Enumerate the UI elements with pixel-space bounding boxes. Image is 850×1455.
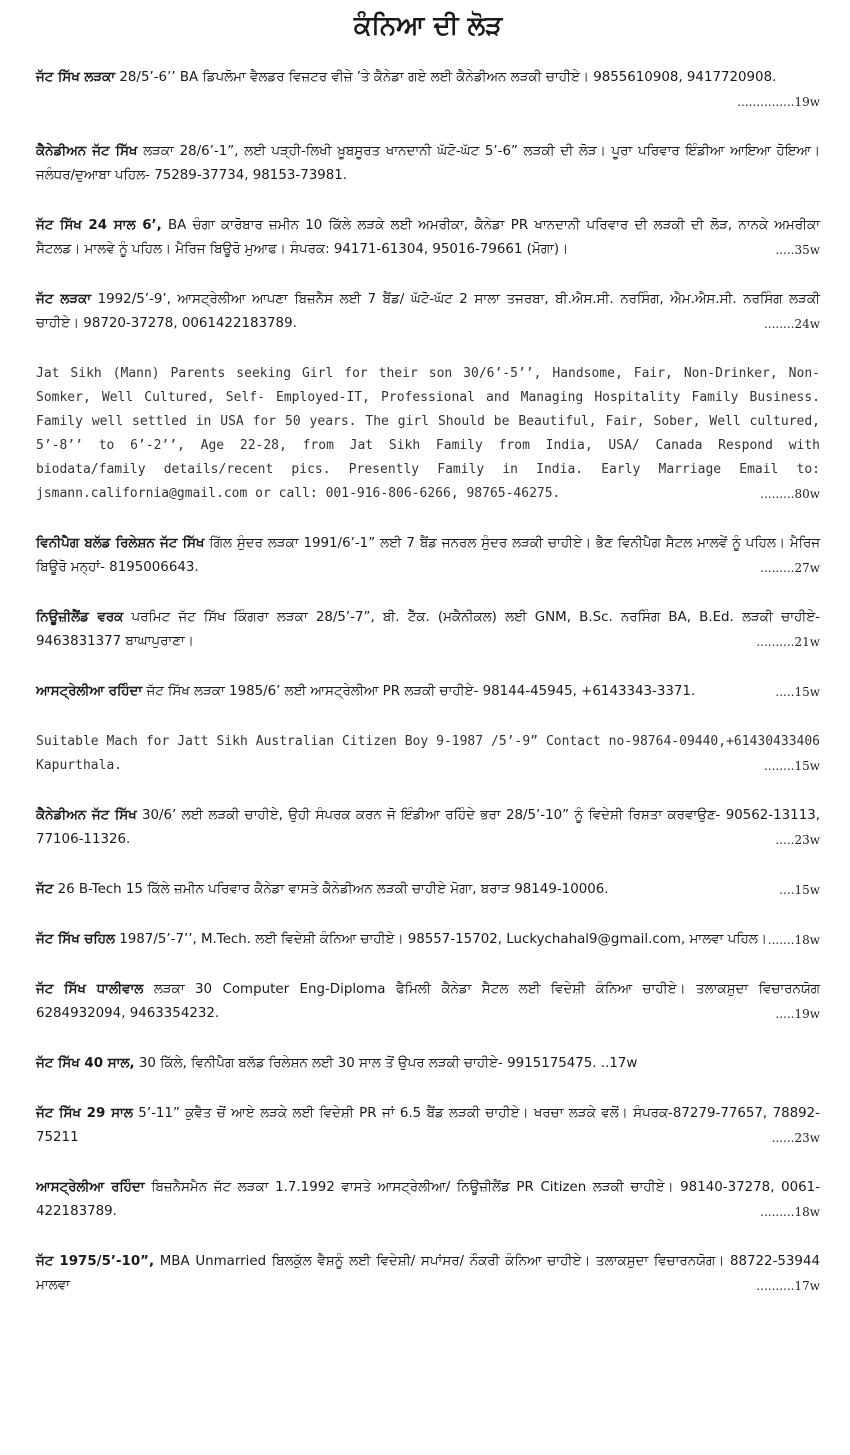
ads-list	[36, 66, 820, 1298]
ad-heading: ਜੱਟ ਸਿੱਖ 40 ਸਾਲ,	[36, 1056, 135, 1071]
ad-reference: ....15w	[779, 883, 820, 897]
classified-ad	[36, 532, 820, 580]
ad-reference: ........15w	[763, 759, 820, 773]
ad-text: 30/6’ ਲਈ ਲੜਕੀ ਚਾਹੀਏ, ਉਹੀ ਸੰਪਰਕ ਕਰਨ ਜੋ ਇੰਡੀਆ ਰਹਿੰਦੇ ਭਰਾ 28/5’-10” ਨੂੰ ਵਿਦੇਸ਼ੀ ਰਿਸ਼ਤਾ ਕਰਵਾਉਣ- 90562-13113, 77106-11326.	[36, 808, 820, 847]
ad-heading: ਕੈਨੇਡੀਅਨ ਜੱਟ ਸਿੱਖ	[36, 144, 138, 159]
ad-text: 1992/5’-9’, ਆਸਟ੍ਰੇਲੀਆ ਆਪਣਾ ਬਿਜ਼ਨੈਸ ਲਈ 7 ਬੈਂਡ/ ਘੱਟੋ-ਘੱਟ 2 ਸਾਲਾ ਤਜਰਬਾ, ਬੀ.ਐਸ.ਸੀ. ਨਰਸਿੰਗ, ਐਮ.ਐਸ.ਸੀ. ਨਰਸਿੰਗ ਲੜਕੀ ਚਾਹੀਏ। 98720-37278, 0061422183789.	[36, 292, 820, 331]
classified-ad	[36, 878, 820, 902]
ad-heading: ਕੈਨੇਡੀਅਨ ਜੱਟ ਸਿੱਖ	[36, 808, 137, 823]
ad-reference: .....19w	[775, 1007, 820, 1021]
classified-ad	[36, 928, 820, 952]
ad-heading: ਜੱਟ	[36, 882, 54, 897]
ad-reference: .........80w	[760, 487, 820, 501]
classified-ad	[36, 1176, 820, 1224]
ad-heading: ਜੱਟ ਸਿੱਖ ਲੜਕਾ	[36, 70, 116, 85]
ad-heading: ਜੱਟ ਸਿੱਖ ਧਾਲੀਵਾਲ	[36, 982, 144, 997]
ad-text: ਗਿੱਲ ਸੁੰਦਰ ਲੜਕਾ 1991/6’-1” ਲਈ 7 ਬੈਂਡ ਜਨਰਲ ਸੁੰਦਰ ਲੜਕੀ ਚਾਹੀਏ। ਭੈਣ ਵਿਨੀਪੈਗ ਸੈਟਲ ਮਾਲਵੇਂ ਨੂੰ ਪਹਿਲ। ਮੈਰਿਜ ਬਿਊਰੋ ਮਨ੍ਹਾਂ- 8195006643.	[36, 536, 820, 575]
ad-text: ਪਰਮਿਟ ਜੱਟ ਸਿੱਖ ਕਿੰਗਰਾ ਲੜਕਾ 28/5’-7”, ਬੀ. ਟੈੱਕ. (ਮਕੈਨੀਕਲ) ਲਈ GNM, B.Sc. ਨਰਸਿੰਗ BA, B.Ed. ਲੜਕੀ ਚਾਹੀਏ- 9463831377 ਬਾਘਾਪੁਰਾਣਾ।	[36, 610, 821, 649]
ad-reference: ........24w	[763, 317, 820, 331]
ad-text: ਬਿਜ਼ਨੈਸਮੈਨ ਜੱਟ ਲੜਕਾ 1.7.1992 ਵਾਸਤੇ ਆਸਟ੍ਰੇਲੀਆ/ ਨਿਊਜ਼ੀਲੈਂਡ PR Citizen ਲੜਕੀ ਚਾਹੀਏ। 98140-37278, 0061-422183789.	[36, 1180, 820, 1219]
classified-ad	[36, 606, 820, 654]
classified-ad	[36, 214, 820, 262]
ad-reference: .........18w	[760, 1205, 820, 1219]
ad-text: Suitable Mach for Jatt Sikh Australian Citizen Boy 9-1987 /5’-9” Contact no-98764-09440,+61430433406 Kapurthala.	[36, 734, 820, 773]
ad-heading: ਜੱਟ ਸਿੱਖ ਚਹਿਲ	[36, 932, 115, 947]
classified-ad	[36, 1102, 820, 1150]
classified-ad	[36, 362, 820, 506]
classified-ad	[36, 1052, 820, 1076]
classified-ad	[36, 66, 820, 114]
ad-heading: ਜੱਟ 1975/5’-10”,	[36, 1254, 155, 1269]
ad-reference: ......23w	[771, 1131, 820, 1145]
ad-text: MBA Unmarried ਬਿਲਕੁੱਲ ਵੈਸ਼ਨੂੰ ਲਈ ਵਿਦੇਸ਼ੀ/ ਸਪਾਂਸਰ/ ਨੌਕਰੀ ਕੰਨਿਆ ਚਾਹੀਏ। ਤਲਾਕਸ਼ੁਦਾ ਵਿਚਾਰਨਯੋਗ। 88722-53944 ਮਾਲਵਾ	[36, 1254, 820, 1293]
ad-reference: .........27w	[760, 561, 820, 575]
ad-heading: ਨਿਊਜ਼ੀਲੈਂਡ ਵਰਕ	[36, 610, 124, 625]
ad-text: ਲੜਕਾ 30 Computer Eng-Diploma ਫੈਮਿਲੀ ਕੈਨੇਡਾ ਸੈਟਲ ਲਈ ਵਿਦੇਸ਼ੀ ਕੰਨਿਆ ਚਾਹੀਏ। ਤਲਾਕਸ਼ੁਦਾ ਵਿਚਾਰਨਯੋਗ 6284932094, 9463354232.	[36, 982, 821, 1021]
ad-reference: .......18w	[767, 933, 820, 947]
ad-heading: ਆਸਟ੍ਰੇਲੀਆ ਰਹਿੰਦਾ	[36, 1180, 145, 1195]
ad-heading: ਜੱਟ ਲੜਕਾ	[36, 292, 92, 307]
ad-reference: .....23w	[775, 833, 820, 847]
ad-text: ਜੱਟ ਸਿੱਖ ਲੜਕਾ 1985/6’ ਲਈ ਆਸਟ੍ਰੇਲੀਆ PR ਲੜਕੀ ਚਾਹੀਏ- 98144-45945, +6143343-3371.	[142, 684, 696, 699]
ad-text: 5’-11” ਕੁਵੈਤ ਚੋਂ ਆਏ ਲੜਕੇ ਲਈ ਵਿਦੇਸ਼ੀ PR ਜਾਂ 6.5 ਬੈਂਡ ਲੜਕੀ ਚਾਹੀਏ। ਖਰਚਾ ਲੜਕੇ ਵਲੋਂ। ਸੰਪਰਕ-87279-77657, 78892-75211	[36, 1106, 820, 1145]
ad-heading: ਜੱਟ ਸਿੱਖ 24 ਸਾਲ 6’,	[36, 218, 162, 233]
classified-ad	[36, 1250, 820, 1298]
ad-reference: .....35w	[775, 243, 820, 257]
classified-ad	[36, 730, 820, 778]
ad-text: 26 B-Tech 15 ਕਿੱਲੇ ਜ਼ਮੀਨ ਪਰਿਵਾਰ ਕੈਨੇਡਾ ਵਾਸਤੇ ਕੈਨੇਡੀਅਨ ਲੜਕੀ ਚਾਹੀਏ ਮੋਗਾ, ਬਰਾੜ 98149-10006.	[53, 882, 609, 897]
ad-text: 28/5’-6’’ BA ਡਿਪਲੋਮਾ ਵੈਲਡਰ ਵਿਜ਼ਟਰ ਵੀਜ਼ੇ ’ਤੇ ਕੈਨੇਡਾ ਗਏ ਲਈ ਕੈਨੇਡੀਅਨ ਲੜਕੀ ਚਾਹੀਏ। 9855610908, 9417720908.	[115, 70, 777, 85]
ad-heading: ਵਿਨੀਪੈਗ ਬਲੱਡ ਰਿਲੇਸ਼ਨ ਜੱਟ ਸਿੱਖ	[36, 536, 205, 551]
ad-reference: ..........17w	[756, 1279, 820, 1293]
ad-heading: ਆਸਟ੍ਰੇਲੀਆ ਰਹਿੰਦਾ	[36, 684, 143, 699]
classified-ad	[36, 680, 820, 704]
page-title: ਕੰਨਿਆ ਦੀ ਲੋੜ	[353, 11, 503, 41]
ad-text: BA ਚੰਗਾ ਕਾਰੋਬਾਰ ਜ਼ਮੀਨ 10 ਕਿੱਲੇ ਲੜਕੇ ਲਈ ਅਮਰੀਕਾ, ਕੈਨੇਡਾ PR ਖਾਨਦਾਨੀ ਪਰਿਵਾਰ ਦੀ ਲੜਕੀ ਦੀ ਲੋੜ, ਨਾਨਕੇ ਅਮਰੀਕਾ ਸੈਟਲਡ। ਮਾਲਵੇ ਨੂੰ ਪਹਿਲ। ਮੈਰਿਜ ਬਿਊਰੋ ਮੁਆਫ। ਸੰਪਰਕ: 94171-61304, 95016-79661 (ਮੋਗਾ)।	[36, 218, 820, 257]
ad-reference: .....15w	[775, 685, 820, 699]
classified-ad	[36, 978, 820, 1026]
ad-heading: ਜੱਟ ਸਿੱਖ 29 ਸਾਲ	[36, 1106, 133, 1121]
ad-reference: ..........21w	[756, 635, 820, 649]
ad-reference: ...............19w	[737, 95, 820, 109]
ad-text: ਲੜਕਾ 28/6’-1”, ਲਈ ਪੜ੍ਹੀ-ਲਿਖੀ ਖ਼ੂਬਸੂਰਤ ਖਾਨਦਾਨੀ ਘੱਟੋ-ਘੱਟ 5’-6” ਲੜਕੀ ਦੀ ਲੋੜ। ਪੂਰਾ ਪਰਿਵਾਰ ਇੰਡੀਆ ਆਇਆ ਹੋਇਆ। ਜਲੰਧਰ/ਦੁਆਬਾ ਪਹਿਲ- 75289-37734, 98153-73981.	[36, 144, 820, 183]
ad-text: Jat Sikh (Mann) Parents seeking Girl for their son 30/6’-5’’, Handsome, Fair, Non-Drinker, Non-Somker, Well Cultured, Self- Employed-IT, Professional and Managing Hospitality Family Business. Family well settled in USA for 50 years. The girl Should be Beautiful, Fair, Sober, Well cultured, 5’-8’’ to 6’-2’’, Age 22-28, from Jat Sikh Family from India, USA/ Canada Respond with biodata/family details/recent pics. Presently Family in India. Early Marriage Email to: jsmann.california@gmail.com or call: 001-916-806-6266, 98765-46275.	[36, 366, 820, 501]
classified-ad	[36, 804, 820, 852]
ad-text: 1987/5’-7’’, M.Tech. ਲਈ ਵਿਦੇਸ਼ੀ ਕੰਨਿਆ ਚਾਹੀਏ। 98557-15702, Luckychahal9@gmail.com, ਮਾਲਵਾ ਪਹਿਲ।	[114, 932, 767, 947]
ad-text: 30 ਕਿੱਲੇ, ਵਿਨੀਪੈਗ ਬਲੱਡ ਰਿਲੇਸ਼ਨ ਲਈ 30 ਸਾਲ ਤੋਂ ਉਪਰ ਲੜਕੀ ਚਾਹੀਏ- 9915175475. ..17w	[134, 1056, 638, 1071]
classified-ad	[36, 140, 820, 188]
classified-ad	[36, 288, 820, 336]
